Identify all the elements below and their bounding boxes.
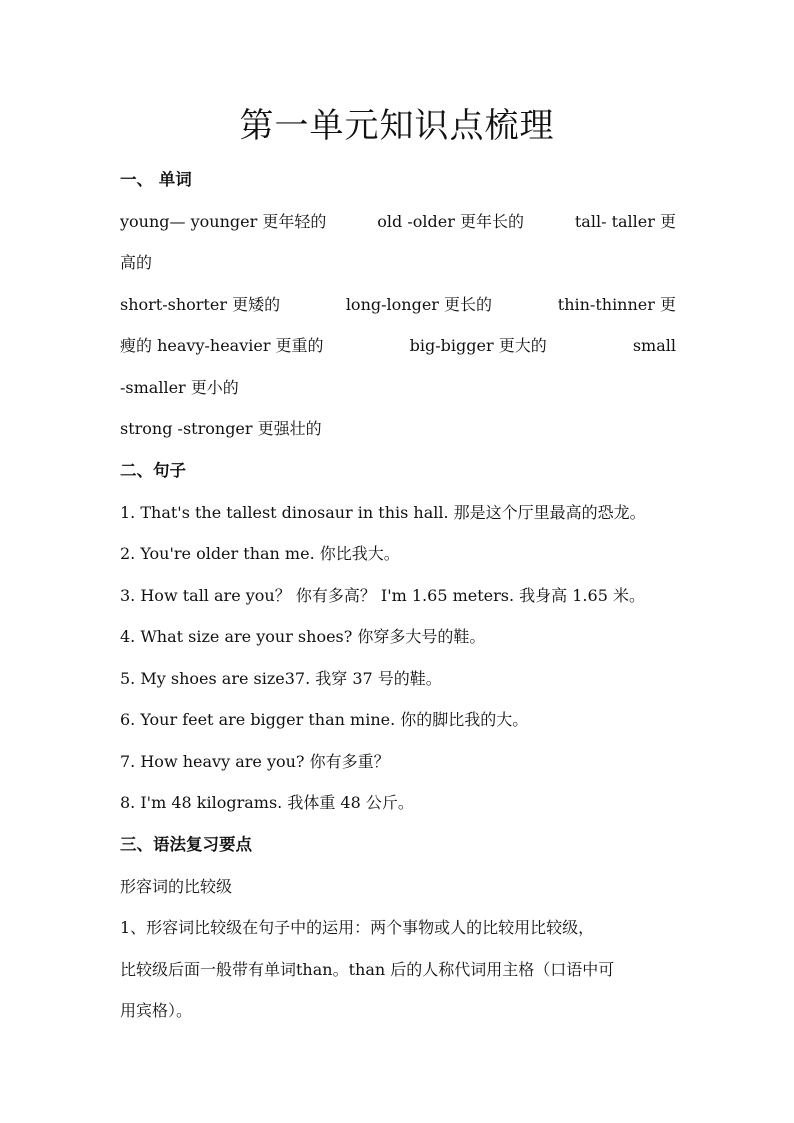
grammar-paragraph-line: 1、形容词比较级在句子中的运用：两个事物或人的比较用比较级，: [120, 918, 595, 937]
section-heading-words: 一、 单词: [120, 170, 192, 189]
sentence-item: 3. How tall are you？ 你有多高？ I'm 1.65 meters. 我身高 1.65 米。: [120, 586, 645, 605]
word-pair-heavy: 瘦的 heavy-heavier 更重的: [120, 336, 324, 355]
word-line-6: strong -stronger 更强壮的: [120, 419, 322, 438]
grammar-paragraph-line: 用宾格）。: [120, 1001, 193, 1020]
page-title: 第一单元知识点梳理: [239, 106, 555, 146]
word-pair-tall: tall- taller 更: [574, 212, 676, 231]
sentence-item: 2. You're older than me. 你比我大。: [120, 544, 400, 563]
section-heading-grammar: 三、语法复习要点: [120, 835, 252, 854]
word-line-4: [120, 331, 676, 361]
word-line-5: -smaller 更小的: [120, 378, 239, 397]
word-pair-young: young— younger 更年轻的: [120, 212, 327, 231]
word-line-3: [120, 290, 676, 320]
sentence-item: 4. What size are your shoes? 你穿多大号的鞋。: [120, 627, 486, 646]
sentence-item: 1. That's the tallest dinosaur in this hall. 那是这个厅里最高的恐龙。: [120, 503, 646, 522]
word-pair-big: big-bigger 更大的: [409, 336, 547, 355]
grammar-paragraph-line: 比较级后面一般带有单词than。than 后的人称代词用主格（口语中可: [120, 960, 615, 979]
word-pair-small: small: [632, 336, 676, 355]
word-pair-short: short-shorter 更矮的: [120, 295, 281, 314]
sentence-item: 7. How heavy are you? 你有多重？: [120, 752, 390, 771]
word-pair-thin: thin-thinner 更: [557, 295, 676, 314]
word-pair-long: long-longer 更长的: [345, 295, 493, 314]
section-heading-sentences: 二、句子: [120, 461, 186, 480]
word-line-1: [120, 207, 676, 237]
sentence-item: 5. My shoes are size37. 我穿 37 号的鞋。: [120, 669, 442, 688]
sentence-item: 6. Your feet are bigger than mine. 你的脚比我的大。: [120, 710, 529, 729]
sentence-item: 8. I'm 48 kilograms. 我体重 48 公斤。: [120, 793, 414, 812]
word-line-2: 高的: [120, 253, 153, 272]
grammar-subheading: 形容词的比较级: [120, 877, 233, 896]
word-pair-old: old -older 更年长的: [377, 212, 524, 231]
